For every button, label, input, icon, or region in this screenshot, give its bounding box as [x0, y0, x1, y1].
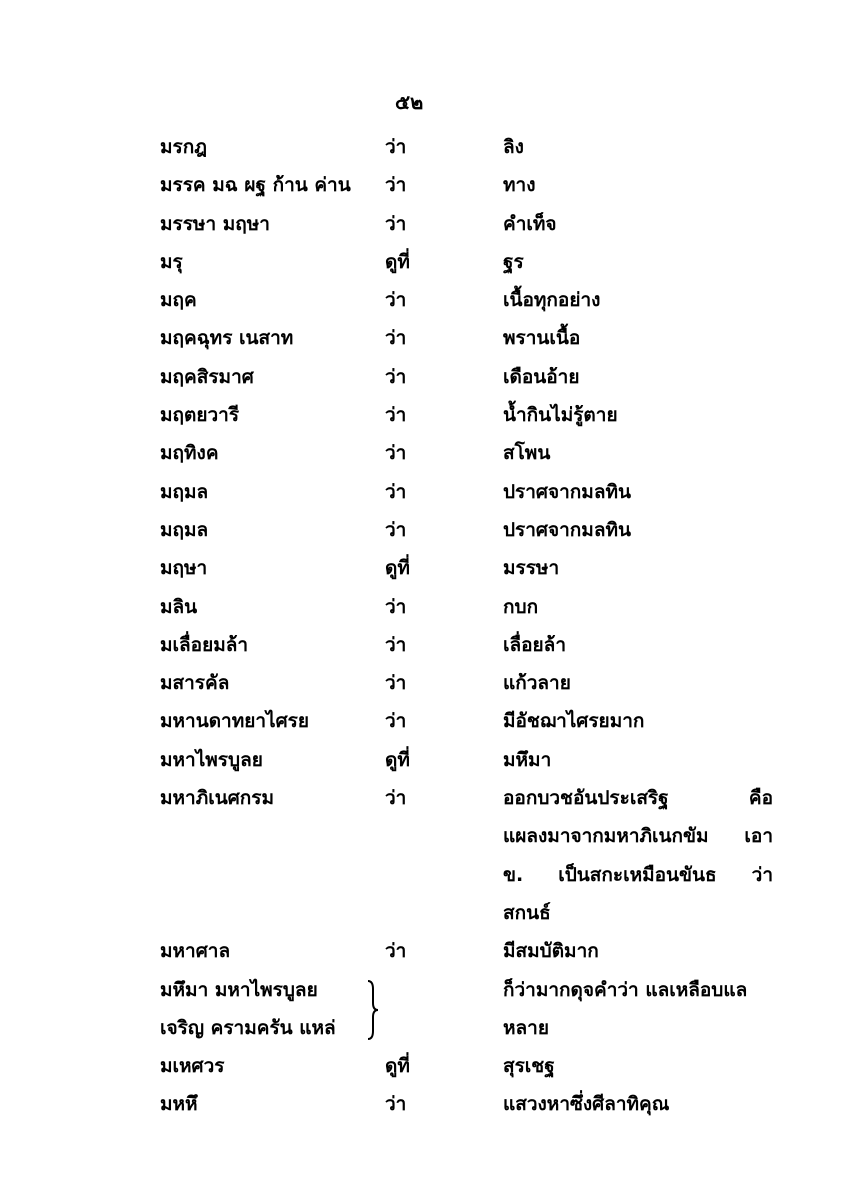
entry-relation: ว่า [385, 136, 407, 158]
entry-relation: ว่า [385, 633, 407, 656]
entry-definition [503, 205, 773, 243]
dictionary-entry [160, 473, 800, 511]
dictionary-entry [160, 511, 800, 549]
entry-definition [503, 473, 773, 511]
definition-line: ทาง [503, 174, 536, 197]
entry-definition [503, 971, 773, 1048]
dictionary-entry [160, 396, 800, 434]
dictionary-entry [160, 1085, 800, 1123]
entry-term: มเลื่อยมล้า [160, 633, 249, 656]
definition-line: พรานเนื้อ [503, 327, 581, 350]
entry-term: มฤคสิรมาศ [160, 365, 254, 388]
definition-line: มหึมา [503, 748, 552, 771]
entry-term: มฤทิงค [160, 442, 219, 465]
entry-relation: ว่า [385, 365, 407, 388]
entry-term: มฤษา [160, 557, 208, 580]
definition-line: เนื้อทุกอย่าง [503, 289, 601, 312]
definition-line: ฐร [503, 250, 524, 273]
entry-term: มหหึ [160, 1093, 198, 1116]
entry-definition [503, 166, 773, 204]
entry-relation: ดูที่ [385, 748, 410, 771]
entry-relation [385, 971, 503, 1048]
page-number: ๕๒ [395, 90, 424, 114]
dictionary-entry [160, 741, 800, 779]
definition-line: สโพน [503, 442, 551, 465]
definition-line: แผลงมาจากมหาภิเนกขัม เอา [503, 825, 773, 848]
brace-symbol [365, 971, 385, 1048]
grouped-terms [160, 971, 365, 1048]
dictionary-entry [160, 626, 800, 664]
entry-relation: ว่า [385, 480, 407, 503]
entry-term: มสารคัล [160, 672, 230, 695]
entry-definition [503, 549, 773, 587]
entry-relation: ว่า [385, 289, 407, 312]
dictionary-entry [160, 664, 800, 702]
entry-definition [503, 588, 773, 626]
entry-term: มหึมา มหาไพรบูลย [160, 978, 318, 1001]
definition-line: ลิง [503, 136, 524, 158]
definition-line: เลื่อยล้า [503, 633, 566, 656]
entry-term: มรรค มฉ ผฐ ก้าน ค่าน [160, 174, 351, 197]
entry-definition [503, 396, 773, 434]
definition-line: สุรเชฐ [503, 1055, 555, 1078]
dictionary-entry [160, 281, 800, 319]
definition-line: กบก [503, 595, 539, 618]
entry-term: มเหศวร [160, 1055, 225, 1078]
dictionary-entry [160, 549, 800, 587]
entry-term: มหาไพรบูลย [160, 748, 263, 771]
entry-term: มลิน [160, 595, 198, 618]
definition-line: มรรษา [503, 557, 560, 580]
dictionary-entry [160, 358, 800, 396]
dictionary-entry [160, 932, 800, 970]
dictionary-entry [160, 434, 800, 472]
dictionary-entry [160, 243, 800, 281]
dictionary-entry [160, 702, 800, 740]
definition-line: มีอัชฌาไศรยมาก [503, 710, 645, 733]
grouped-entry [160, 971, 800, 1048]
entry-list [160, 128, 800, 1124]
entry-term: มรกฎ [160, 136, 207, 158]
entry-definition [503, 434, 773, 472]
dictionary-entry [160, 166, 800, 204]
entry-relation: ว่า [385, 787, 407, 810]
entry-definition [503, 511, 773, 549]
entry-relation: ดูที่ [385, 1055, 410, 1078]
definition-line: ก็ว่ามากดุจคำว่า แลเหลือบแล [503, 978, 748, 1001]
entry-term: มฤมล [160, 518, 209, 541]
entry-term: มฤตยวารี [160, 404, 240, 427]
entry-term: มหานดาทยาไศรย [160, 710, 309, 733]
dictionary-entry [160, 205, 800, 243]
entry-relation: ว่า [385, 327, 407, 350]
entry-term: มรุ [160, 250, 183, 273]
entry-term: มฤมล [160, 480, 209, 503]
entry-definition [503, 1047, 773, 1085]
entry-relation: ว่า [385, 212, 407, 235]
entry-relation: ว่า [385, 404, 407, 427]
dictionary-entry [160, 128, 800, 166]
entry-relation: ดูที่ [385, 250, 410, 273]
entry-relation: ว่า [385, 595, 407, 618]
entry-relation: ว่า [385, 672, 407, 695]
entry-relation: ว่า [385, 442, 407, 465]
entry-definition [503, 281, 773, 319]
entry-relation: ว่า [385, 1093, 407, 1116]
entry-definition [503, 932, 773, 970]
entry-term: มหาภิเนศกรม [160, 787, 275, 810]
definition-line: หลาย [503, 1016, 549, 1039]
entry-relation: ว่า [385, 710, 407, 733]
entry-term: มหาศาล [160, 940, 231, 963]
definition-line: แสวงหาซึ่งศีลาทิคุณ [503, 1093, 670, 1116]
entry-definition [503, 626, 773, 664]
entry-relation: ว่า [385, 940, 407, 963]
definition-line: ปราศจากมลทิน [503, 518, 631, 541]
dictionary-entry [160, 1047, 800, 1085]
definition-line: มีสมบัติมาก [503, 940, 599, 963]
entry-term: มรรษา มฤษา [160, 212, 270, 235]
entry-relation: ว่า [385, 174, 407, 197]
definition-line: ข. เป็นสกะเหมือนขันธ ว่า [503, 863, 773, 886]
dictionary-entry [160, 779, 800, 932]
definition-line: เดือนอ้าย [503, 365, 580, 388]
definition-line: น้ำกินไม่รู้ตาย [503, 404, 618, 427]
definition-line: แก้วลาย [503, 672, 571, 695]
entry-definition [503, 128, 773, 166]
definition-line: คำเท็จ [503, 212, 557, 235]
definition-line: ปราศจากมลทิน [503, 480, 631, 503]
entry-definition [503, 243, 773, 281]
entry-definition [503, 664, 773, 702]
entry-term: มฤค [160, 289, 197, 312]
definition-line: สกนธ์ [503, 901, 551, 924]
definition-line: ออกบวชอันประเสริฐ คือ [503, 787, 773, 810]
dictionary-entry [160, 319, 800, 357]
entry-relation: ว่า [385, 518, 407, 541]
entry-definition [503, 779, 773, 932]
entry-term: เจริญ ครามครัน แหล่ [160, 1016, 336, 1039]
entry-definition [503, 319, 773, 357]
entry-definition [503, 1085, 773, 1123]
entry-relation: ดูที่ [385, 557, 410, 580]
entry-definition [503, 358, 773, 396]
entry-definition [503, 702, 773, 740]
dictionary-entry [160, 588, 800, 626]
entry-term: มฤคฉุทร เนสาท [160, 327, 294, 350]
entry-definition [503, 741, 773, 779]
